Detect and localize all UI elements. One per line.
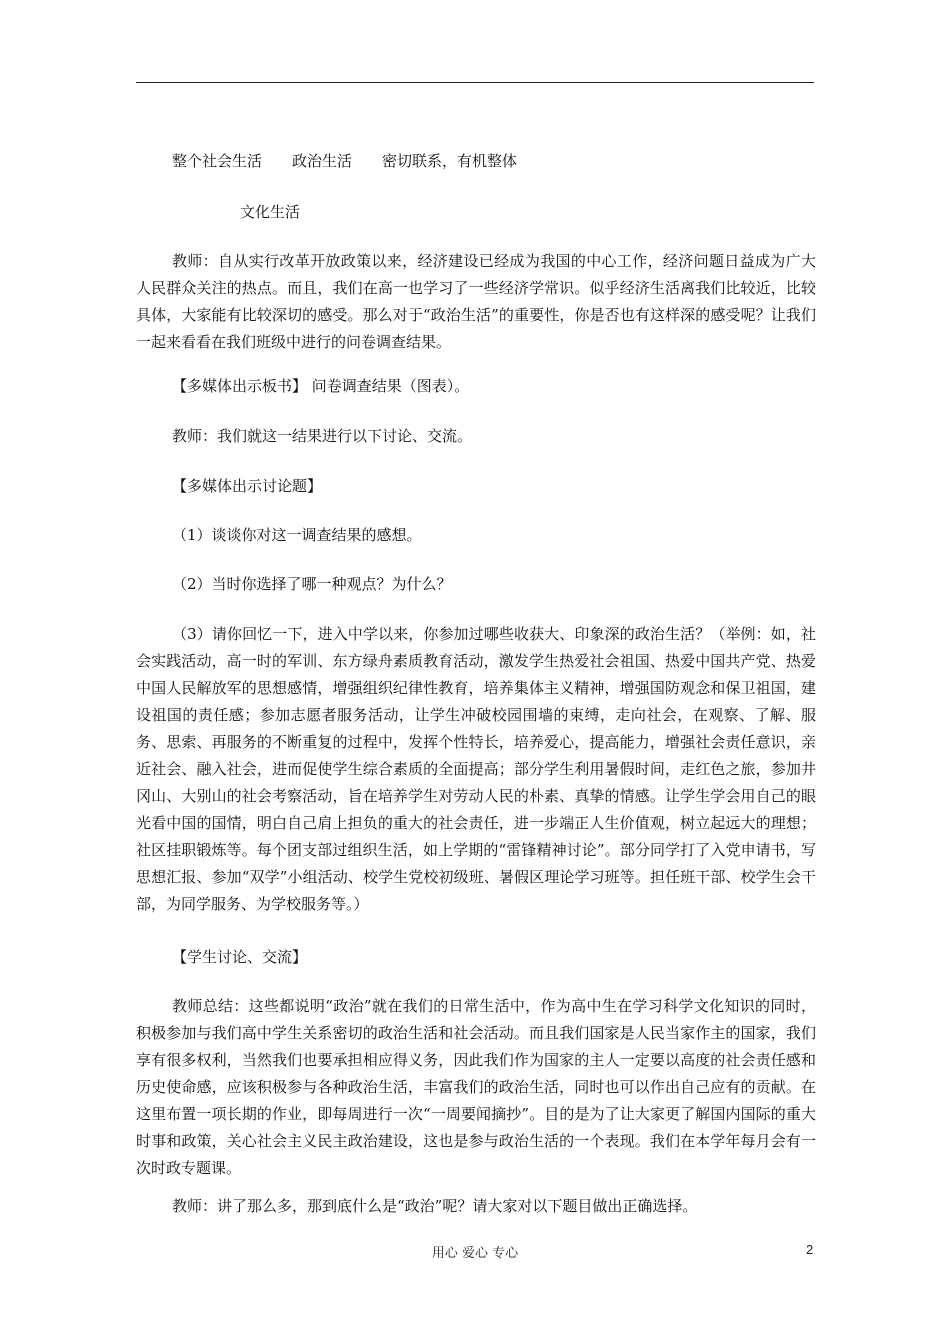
question-3: （3）请你回忆一下，进入中学以来，你参加过哪些收获大、印象深的政治生活？（举例：如，社会实践活动，高一时的军训、东方绿舟素质教育活动，激发学生热爱社会祖国、热爱中国共产党、热爱中国人民解放军的思想感情，增强组织纪律性教育，培养集体主义精神，增强国防观念和保卫祖国，建设祖国的责任感；参加志愿者服务活动，让学生冲破校园围墙的束缚，走向社会，在观察、了解、服务、思索、再服务的不断重复的过程中，发挥个性特长，培养爱心，提高能力，增强社会责任意识，亲近社会、融入社会，进而促使学生综合素质的全面提高；部分学生利用暑假时间，走红色之旅，参加井冈山、大别山的社会考察活动，旨在培养学生对劳动人民的朴素、真挚的情感。让学生学会用自己的眼光看中国的国情，明白自己肩上担负的重大的社会责任，进一步端正人生价值观，树立起远大的理想；社区挂职锻炼等。每个团支部过组织生活，如上学期的“雷锋精神讨论”。部分同学打了入党申请书，写思想汇报、参加“双学”小组活动、校学生党校初级班、暑假区理论学习班等。担任班干部、校学生会干部，为同学服务、为学校服务等。） [136,625,816,913]
paragraph-teacher-discuss: 教师：我们就这一结果进行以下讨论、交流。 [172,427,473,445]
diagram-whole-social-life: 整个社会生活 [172,152,263,170]
paragraph-board: 【多媒体出示板书】 问卷调查结果（图表）。 [172,377,470,395]
paragraph-discussion-topics: 【多媒体出示讨论题】 [172,477,323,495]
diagram-row [172,148,517,175]
paragraph-intro: 教师：自从实行改革开放政策以来，经济建设已经成为我国的中心工作，经济问题日益成为广大人民群众关注的热点。而且，我们在高一也学习了一些经济学常识。似乎经济生活离我们比较近，比较具体，大家能有比较深切的感受。那么对于“政治生活”的重要性，你是否也有这样深的感受呢？让我们一起来看看在我们班级中进行的问卷调查结果。 [136,252,816,351]
page-number: 2 [806,1242,814,1257]
question-2: （2）当时你选择了哪一种观点？为什么？ [172,575,452,593]
paragraph-teacher-question: 教师：讲了那么多，那到底什么是“政治”呢？请大家对以下题目做出正确选择。 [172,1197,698,1215]
footer-motto: 用心 爱心 专心 [431,1246,519,1261]
question-1: （1）谈谈你对这一调查结果的感想。 [172,526,422,544]
paragraph-teacher-summary: 教师总结：这些都说明“政治”就在我们的日常生活中，作为高中生在学习科学文化知识的同时，积极参加与我们高中学生关系密切的政治生活和社会活动。而且我们国家是人民当家作主的国家，我们享有很多权利，当然我们也要承担相应得义务，因此我们作为国家的主人一定要以高度的社会责任感和历史使命感，应该积极参与各种政治生活，丰富我们的政治生活，同时也可以作出自己应有的贡献。在这里布置一项长期的作业，即每周进行一次“一周要闻摘抄”。目的是为了让大家更了解国内国际的重大时事和政策，关心社会主义民主政治建设，这也是参与政治生活的一个表现。我们在本学年每月会有一次时政专题课。 [136,997,816,1177]
diagram-close-connection: 密切联系，有机整体 [382,152,518,170]
diagram-cultural-life: 文化生活 [240,203,301,221]
paragraph-student-discussion: 【学生讨论、交流】 [172,948,308,966]
header-rule [136,82,814,83]
diagram-political-life: 政治生活 [292,152,353,170]
